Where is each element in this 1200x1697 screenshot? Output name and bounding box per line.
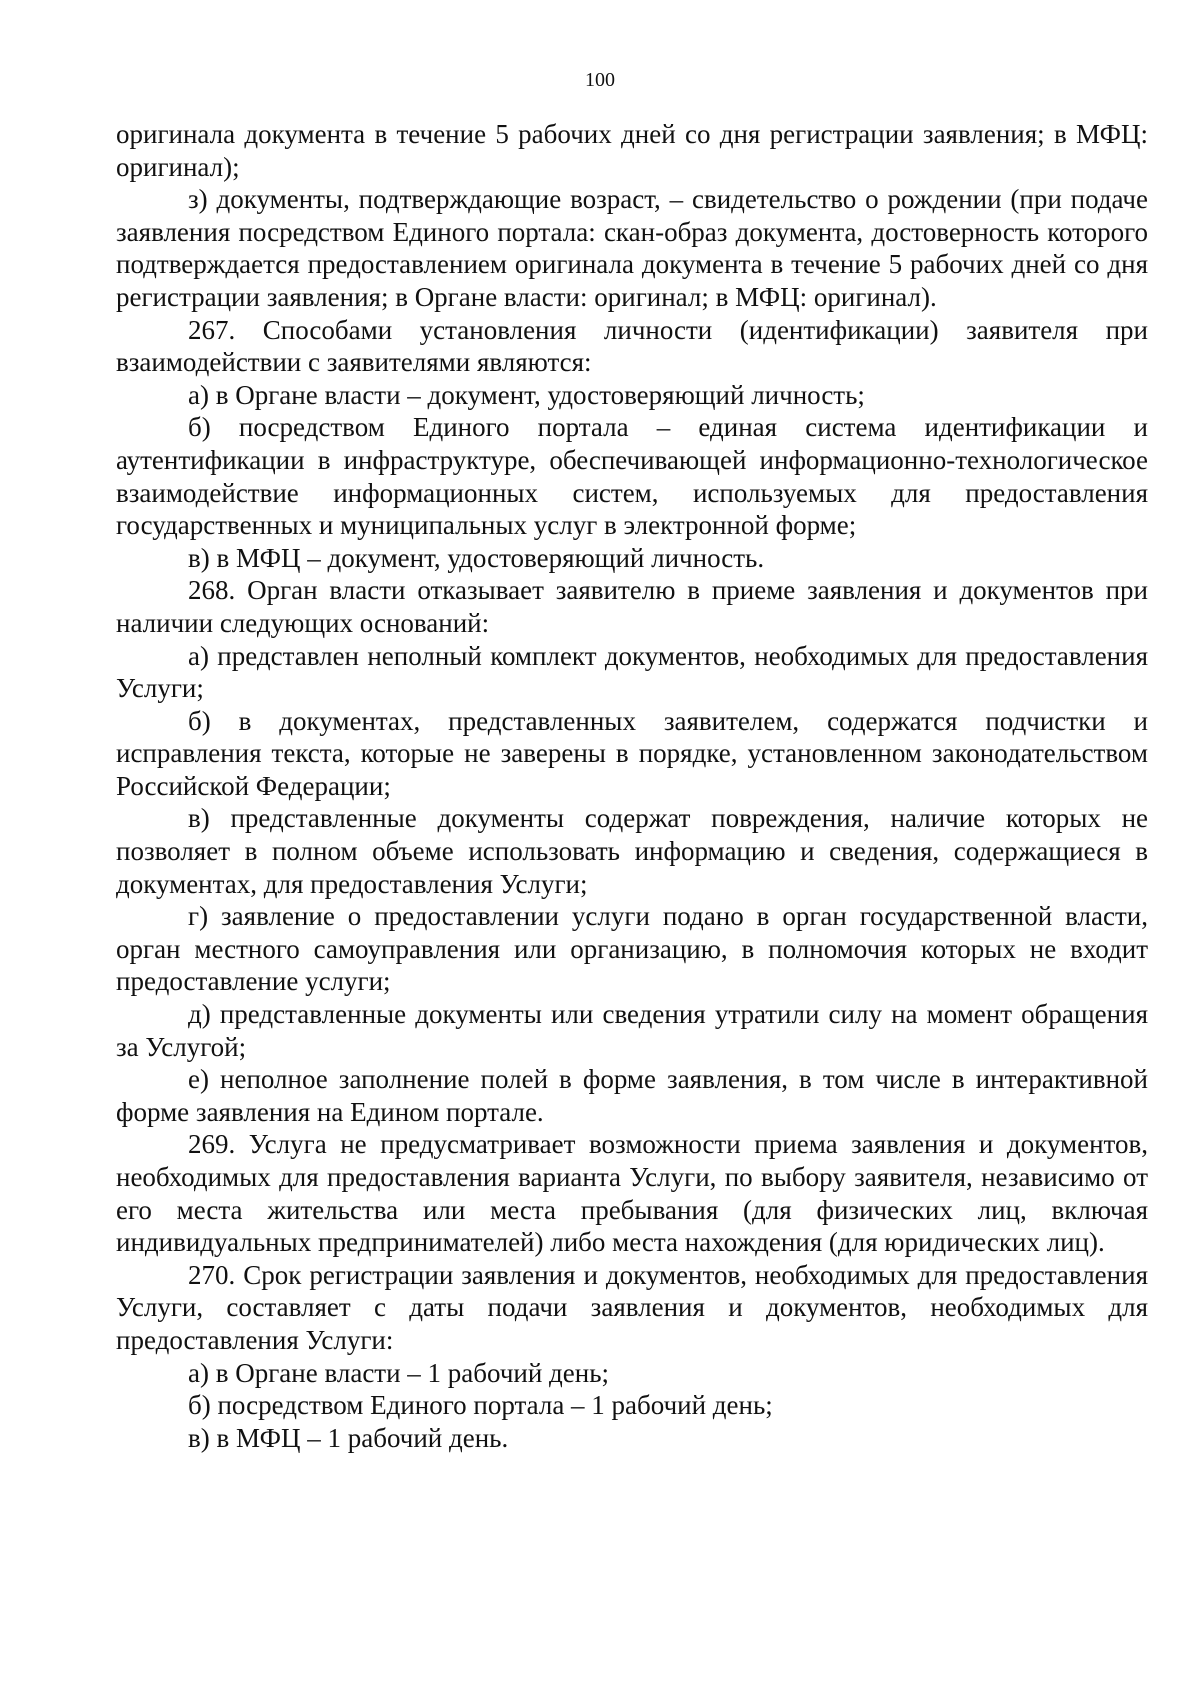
paragraph: з) документы, подтверждающие возраст, – свидетельство о рождении (при подаче заявления посредством Единого портала: скан-образ документа, достоверность которого подтверждается предоставлением оригинала документа в течение 5 рабочих дней со дня регистрации заявления; в Органе власти: оригинал; в МФЦ: оригинал). [116,184,1148,312]
paragraph: д) представленные документы или сведения утратили силу на момент обращения за Услугой; [116,999,1148,1062]
paragraph: в) представленные документы содержат повреждения, наличие которых не позволяет в полном объеме использовать информацию и сведения, содержащиеся в документах, для предоставления Услуги; [116,803,1148,899]
paragraph: 267. Способами установления личности (идентификации) заявителя при взаимодействии с заявителями являются: [116,314,1148,378]
paragraph: 269. Услуга не предусматривает возможности приема заявления и документов, необходимых для предоставления варианта Услуги, по выбору заявителя, независимо от его места жительства или места пребывания (для физических лиц, включая индивидуальных предпринимателей) либо места нахождения (для юридических лиц). [116,1129,1148,1258]
paragraph: а) представлен неполный комплект документов, необходимых для предоставления Услуги; [116,640,1148,704]
paragraph: б) в документах, представленных заявителем, содержатся подчистки и исправления текста, которые не заверены в порядке, установленном законодательством Российской Федерации; [116,705,1148,801]
paragraph: в) в МФЦ – документ, удостоверяющий личность. [188,542,765,573]
paragraph: а) в Органе власти – документ, удостоверяющий личность; [188,379,865,410]
paragraph: а) в Органе власти – 1 рабочий день; [188,1357,610,1388]
document-body [116,118,1148,1454]
paragraph: б) посредством Единого портала – единая система идентификации и аутентификации в инфраструктуре, обеспечивающей информационно-технологическое взаимодействие информационных систем, используемых для предоставления государственных и муниципальных услуг в электронной форме; [116,412,1148,541]
paragraph: 270. Срок регистрации заявления и документов, необходимых для предоставления Услуги, составляет с даты подачи заявления и документов, необходимых для предоставления Услуги: [116,1259,1148,1355]
paragraph: б) посредством Единого портала – 1 рабочий день; [188,1390,773,1421]
page-number: 100 [585,69,615,91]
paragraph: е) неполное заполнение полей в форме заявления, в том числе в интерактивной форме заявления на Едином портале. [116,1064,1148,1127]
paragraph: оригинала документа в течение 5 рабочих дней со дня регистрации заявления; в МФЦ: оригинал); [116,119,1148,182]
paragraph: г) заявление о предоставлении услуги подано в орган государственной власти, орган местного самоуправления или организацию, в полномочия которых не входит предоставление услуги; [116,901,1148,997]
paragraph: в) в МФЦ – 1 рабочий день. [188,1422,509,1453]
paragraph: 268. Орган власти отказывает заявителю в приеме заявления и документов при наличии следующих оснований: [116,575,1148,638]
